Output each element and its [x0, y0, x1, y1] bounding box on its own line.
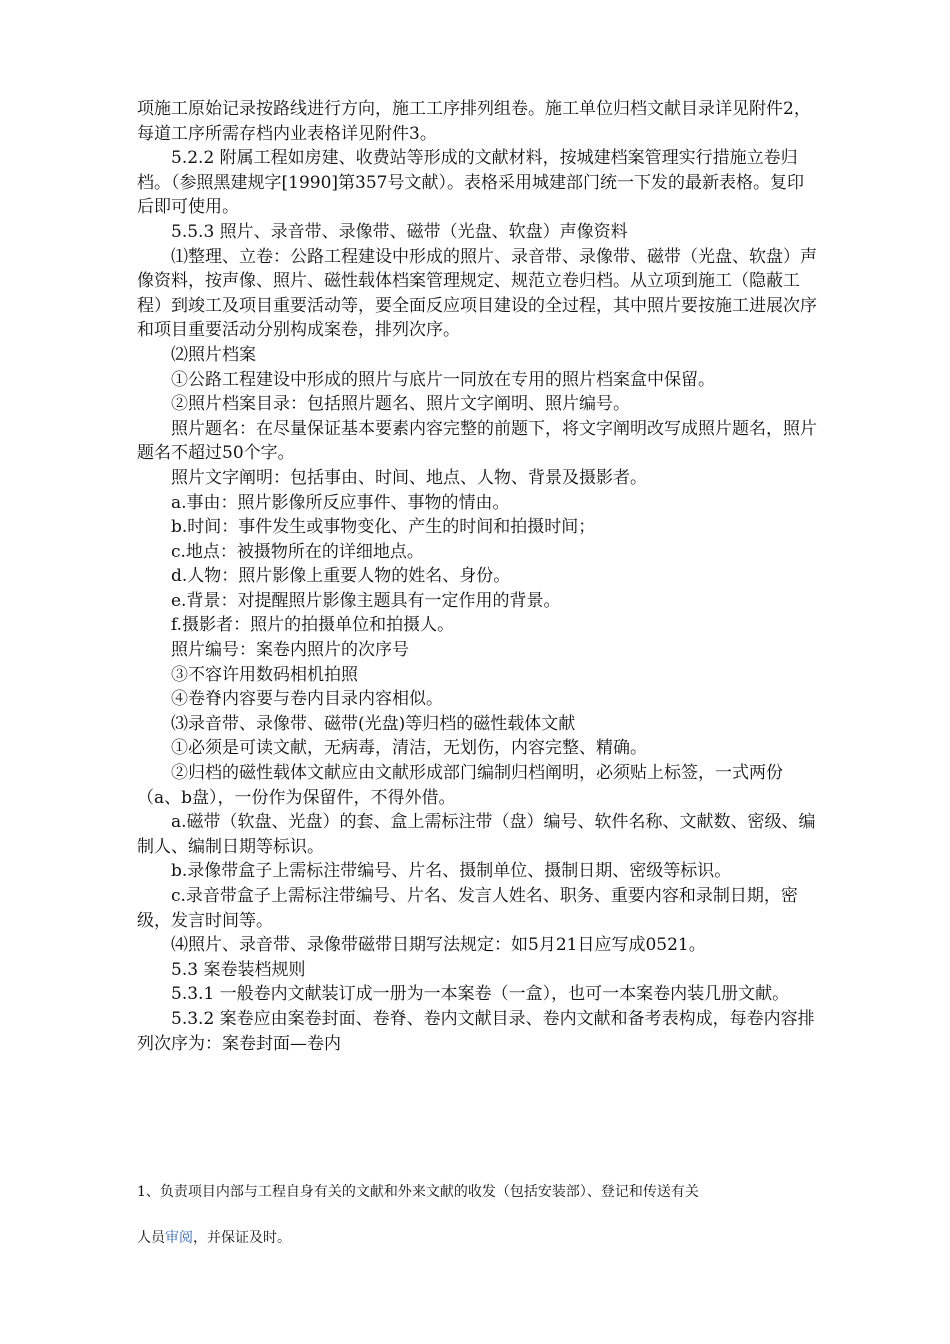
paragraph: 5.3 案卷装档规则 [171, 959, 306, 980]
paragraph: 5.2.2 附属工程如房建、收费站等形成的文献材料，按城建档案管理实行措施立卷归档。（参照黑建规字[1990]第357号文献）。表格采用城建部门统一下发的最新表格。复印后即可使用。 [137, 148, 804, 218]
paragraph: ⑷照片、录音带、录像带磁带日期写法规定：如5月21日应写成0521。 [171, 935, 706, 956]
paragraph: ②照片档案目录：包括照片题名、照片文字阐明、照片编号。 [171, 394, 630, 415]
footer-text-after: ，并保证及时。 [193, 1230, 291, 1246]
paragraph: ③不容许用数码相机拍照 [171, 664, 358, 685]
paragraph: 5.3.1 一般卷内文献装订成一册为一本案卷（一盒），也可一本案卷内装几册文献。 [171, 984, 790, 1005]
paragraph: b.录像带盒子上需标注带编号、片名、摄制单位、摄制日期、密级等标识。 [171, 861, 732, 882]
paragraph: e.背景：对提醒照片影像主题具有一定作用的背景。 [171, 590, 561, 611]
footer-line-2 [137, 1215, 827, 1261]
footer-line-1: 1、负责项目内部与工程自身有关的文献和外来文献的收发（包括安装部）、登记和传送有关 [137, 1184, 699, 1200]
paragraph: ④卷脊内容要与卷内目录内容相似。 [171, 689, 443, 710]
paragraph: d.人物：照片影像上重要人物的姓名、身份。 [171, 566, 511, 587]
paragraph: ②归档的磁性载体文献应由文献形成部门编制归档阐明，必须贴上标签，一式两份（a、b盘），一份作为保留件，不得外借。 [137, 763, 783, 808]
paragraph: 项施工原始记录按路线进行方向，施工工序排列组卷。施工单位归档文献目录详见附件2，每道工序所需存档内业表格详见附件3。 [137, 99, 811, 144]
paragraph: a.磁带（软盘、光盘）的套、盒上需标注带（盘）编号、软件名称、文献数、密级、编制人、编制日期等标识。 [137, 812, 816, 857]
paragraph: c.地点：被摄物所在的详细地点。 [171, 541, 424, 562]
paragraph: 照片题名：在尽量保证基本要素内容完整的前题下，将文字阐明改写成照片题名，照片题名不超过50个字。 [137, 418, 817, 464]
footer-note [137, 1169, 827, 1261]
paragraph: f.摄影者：照片的拍摄单位和拍摄人。 [171, 615, 455, 636]
paragraph: ⑴整理、立卷：公路工程建设中形成的照片、录音带、录像带、磁带（光盘、软盘）声像资料，按声像、照片、磁性载体档案管理规定、规范立卷归档。从立项到施工（隐蔽工程）到竣工及项目重要活动等，要全面反应项目建设的全过程，其中照片要按施工进展次序和项目重要活动分别构成案卷，排列次序。 [137, 246, 817, 341]
paragraph: 5.3.2 案卷应由案卷封面、卷脊、卷内文献目录、卷内文献和备考表构成，每卷内容排列次序为：案卷封面—卷内 [137, 1008, 815, 1054]
paragraph: ⑵照片档案 [171, 344, 256, 365]
footer-text-before: 人员 [137, 1230, 165, 1246]
paragraph: ①公路工程建设中形成的照片与底片一同放在专用的照片档案盒中保留。 [171, 369, 715, 390]
review-link[interactable]: 审阅 [165, 1230, 193, 1246]
paragraph: c.录音带盒子上需标注带编号、片名、发言人姓名、职务、重要内容和录制日期，密级，发言时间等。 [137, 886, 798, 931]
paragraph: b.时间：事件发生或事物变化、产生的时间和拍摄时间； [171, 517, 596, 538]
paragraph: ⑶录音带、录像带、磁带(光盘)等归档的磁性载体文献 [171, 713, 576, 734]
paragraph: ①必须是可读文献，无病毒，清洁，无划伤，内容完整、精确。 [171, 738, 647, 759]
paragraph: a.事由：照片影像所反应事件、事物的情由。 [171, 492, 510, 513]
document-body [137, 97, 817, 1056]
paragraph: 照片编号：案卷内照片的次序号 [171, 640, 409, 661]
paragraph: 照片文字阐明：包括事由、时间、地点、人物、背景及摄影者。 [171, 467, 647, 488]
paragraph: 5.5.3 照片、录音带、录像带、磁带（光盘、软盘）声像资料 [171, 221, 628, 242]
